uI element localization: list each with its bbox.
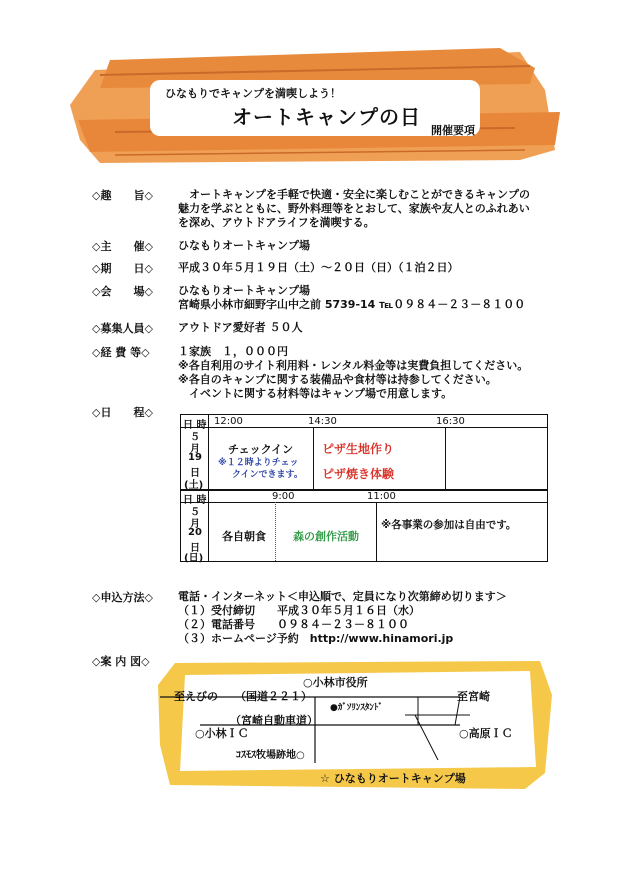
- map-to-ebino: 至えびの: [174, 690, 218, 703]
- event-pizza-dough: ピザ生地作り: [322, 442, 395, 456]
- day2-time-2: 11:00: [367, 491, 396, 502]
- page-title: オートキャンプの日: [232, 105, 421, 129]
- day1-time-3: 16:30: [436, 416, 465, 427]
- moushikomi-line-1: 電話・インターネット＜申込順で、定員になり次第締め切ります＞: [178, 590, 507, 603]
- participation-note: ※各事業の参加は自由です。: [381, 519, 517, 531]
- map-expressway: （宮崎自動車道）: [230, 714, 318, 727]
- kaijo-line-1: ひなもりオートキャンプ場: [178, 284, 310, 297]
- day1-time-1: 12:00: [214, 416, 243, 427]
- keihi-line-3: ※各自のキャンプに関する装備品や食材等は持参してください。: [178, 373, 497, 386]
- shushi-line-2: 魅力を学ぶとともに、野外料理等をとおして、家族や友人とのふれあい: [178, 202, 530, 215]
- kijitsu-label: ◇期 日◇: [92, 262, 153, 275]
- day2-jiji-header: 日 時: [183, 495, 207, 506]
- header-kaisai-label: 開催要項: [431, 124, 475, 137]
- checkin-note-1: ※１２時よりチェッ: [218, 458, 299, 468]
- day1-time-2: 14:30: [308, 416, 337, 427]
- day1-jiji-header: 日 時: [183, 420, 207, 431]
- breakfast-label: 各自朝食: [222, 530, 266, 543]
- shushi-line-3: を深め、アウトドアライフを満喫する。: [178, 216, 375, 229]
- map-city-hall: ○小林市役所: [303, 676, 368, 689]
- map-kobayashi-ic: ○小林ＩＣ: [195, 727, 249, 740]
- shusai-value: ひなもりオートキャンプ場: [178, 239, 310, 252]
- map-campsite: ☆ ひなもりオートキャンプ場: [320, 772, 466, 785]
- nittei-label: ◇日 程◇: [92, 406, 153, 419]
- map-gas-station: ●ｶﾞｿﾘﾝｽﾀﾝﾄﾞ: [330, 703, 383, 713]
- boshu-label: ◇募集人員◇: [92, 322, 153, 335]
- kaijo-label: ◇会 場◇: [92, 285, 153, 298]
- kijitsu-value: 平成３０年５月１９日（土）～２０日（日）（１泊２日）: [178, 261, 459, 274]
- map-route-221: （国道２２１）: [235, 690, 312, 703]
- moushikomi-line-2: （１）受付締切 平成３０年５月１６日（水）: [178, 604, 420, 617]
- annaizu-label: ◇案 内 図◇: [92, 655, 150, 668]
- moushikomi-line-4: （３）ホームページ予約 http://www.hinamori.jp: [178, 632, 454, 645]
- map-cosmos-farm: ｺｽﾓｽ牧場跡地○: [236, 750, 305, 761]
- kaijo-line-2: 宮崎県小林市細野字山中之前 5739-14 ℡０９８４－２３－８１００: [178, 298, 526, 311]
- map-to-miyazaki: 至宮崎: [457, 690, 490, 703]
- moushikomi-label: ◇申込方法◇: [92, 591, 153, 604]
- shushi-line-1: オートキャンプを手軽で快適・安全に楽しむことができるキャンプの: [178, 188, 530, 201]
- keihi-line-1: １家族 １，０００円: [178, 345, 288, 358]
- event-forest-craft: 森の創作活動: [293, 530, 359, 543]
- day2-time-1: 9:00: [272, 491, 295, 502]
- keihi-line-4: イベントに関する材料等はキャンプ場で用意します。: [178, 387, 453, 400]
- header-subtitle: ひなもりでキャンプを満喫しよう！: [165, 87, 341, 100]
- boshu-value: アウトドア愛好者 ５０人: [178, 321, 303, 334]
- shusai-label: ◇主 催◇: [92, 240, 153, 253]
- moushikomi-line-3: （２）電話番号 ０９８４－２３－８１００: [178, 618, 409, 631]
- map-takaharu-ic: ○高原ＩＣ: [459, 727, 513, 740]
- keihi-line-2: ※各自利用のサイト利用料・レンタル料金等は実費負担してください。: [178, 359, 529, 372]
- event-pizza-bake: ピザ焼き体験: [322, 467, 395, 481]
- keihi-label: ◇経 費 等◇: [92, 346, 150, 359]
- shushi-label: ◇趣 旨◇: [92, 189, 153, 202]
- checkin-note-2: クインできます。: [232, 470, 303, 480]
- checkin-label: チェックイン: [228, 443, 294, 456]
